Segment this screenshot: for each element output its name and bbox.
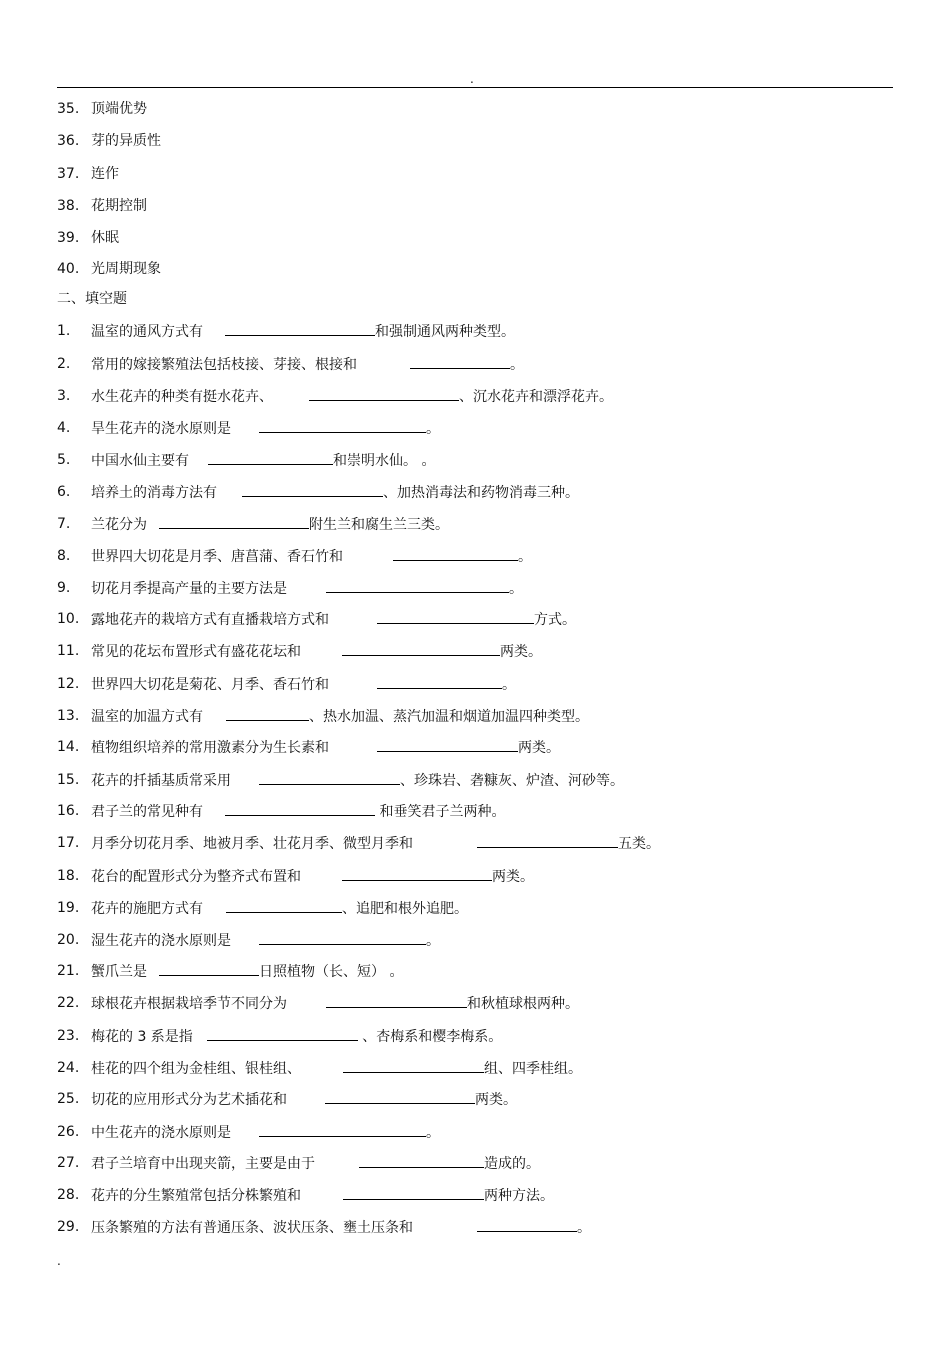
definition-term: 光周期现象 xyxy=(91,261,161,277)
item-number: 4. xyxy=(57,420,71,436)
question-suffix: 、追肥和根外追肥。 xyxy=(342,901,468,917)
question-prefix: 常用的嫁接繁殖法包括枝接、芽接、根接和 xyxy=(91,357,357,373)
question-suffix: 和崇明水仙。 。 xyxy=(333,453,436,469)
question-suffix: 两种方法。 xyxy=(484,1188,554,1204)
question-prefix: 切花的应用形式分为艺术插花和 xyxy=(91,1092,287,1108)
question-text xyxy=(91,801,505,822)
question-prefix: 中生花卉的浇水原则是 xyxy=(91,1125,231,1141)
question-prefix: 水生花卉的种类有挺水花卉、 xyxy=(91,389,273,405)
question-suffix: 五类。 xyxy=(618,836,660,852)
question-suffix: 、热水加温、蒸汽加温和烟道加温四种类型。 xyxy=(309,709,589,725)
question-suffix: 和强制通风两种类型。 xyxy=(375,324,515,340)
answer-blank[interactable] xyxy=(359,1153,484,1168)
item-number: 40. xyxy=(57,261,80,277)
question-prefix: 梅花的 3 系是指 xyxy=(91,1029,193,1045)
item-number: 29. xyxy=(57,1219,80,1235)
question-text xyxy=(91,770,624,791)
question-prefix: 兰花分为 xyxy=(91,517,147,533)
header-mark: . xyxy=(470,72,474,86)
answer-blank[interactable] xyxy=(342,866,492,881)
item-number: 26. xyxy=(57,1124,80,1140)
question-text xyxy=(91,866,534,887)
item-number: 25. xyxy=(57,1091,80,1107)
question-prefix: 切花月季提高产量的主要方法是 xyxy=(91,581,287,597)
question-prefix: 中国水仙主要有 xyxy=(91,453,189,469)
item-number: 20. xyxy=(57,932,80,948)
item-number: 14. xyxy=(57,739,80,755)
question-text xyxy=(91,1217,591,1238)
question-text xyxy=(91,641,542,662)
question-suffix: 。 xyxy=(509,581,523,597)
question-text xyxy=(91,833,660,854)
question-prefix: 球根花卉根据栽培季节不同分为 xyxy=(91,996,287,1012)
question-suffix: 。 xyxy=(426,1125,440,1141)
question-prefix: 花台的配置形式分为整齐式布置和 xyxy=(91,869,301,885)
footer-mark: . xyxy=(57,1254,61,1268)
definition-term: 花期控制 xyxy=(91,198,147,214)
question-text xyxy=(91,930,440,951)
answer-blank[interactable] xyxy=(377,674,502,689)
question-text xyxy=(91,993,579,1014)
answer-blank[interactable] xyxy=(226,898,342,913)
item-number: 13. xyxy=(57,708,80,724)
question-text xyxy=(91,609,576,630)
question-prefix: 常见的花坛布置形式有盛花花坛和 xyxy=(91,644,301,660)
question-text xyxy=(91,578,523,599)
item-number: 23. xyxy=(57,1028,80,1044)
question-text xyxy=(91,321,515,342)
item-number: 5. xyxy=(57,452,71,468)
question-prefix: 世界四大切花是菊花、月季、香石竹和 xyxy=(91,677,329,693)
question-text xyxy=(91,386,613,407)
answer-blank[interactable] xyxy=(225,321,375,336)
item-number: 38. xyxy=(57,198,80,214)
answer-blank[interactable] xyxy=(226,706,309,721)
answer-blank[interactable] xyxy=(342,641,500,656)
answer-blank[interactable] xyxy=(410,354,510,369)
question-suffix: 和秋植球根两种。 xyxy=(467,996,579,1012)
answer-blank[interactable] xyxy=(477,833,618,848)
answer-blank[interactable] xyxy=(326,993,467,1008)
question-text xyxy=(91,546,532,567)
answer-blank[interactable] xyxy=(309,386,459,401)
question-suffix: 、珍珠岩、砻糠灰、炉渣、河砂等。 xyxy=(400,773,624,789)
question-text xyxy=(91,354,524,375)
question-suffix: 方式。 xyxy=(534,612,576,628)
answer-blank[interactable] xyxy=(225,801,375,816)
item-number: 2. xyxy=(57,356,71,372)
question-text xyxy=(91,1185,554,1206)
item-number: 9. xyxy=(57,580,71,596)
question-suffix: 两类。 xyxy=(518,740,560,756)
question-prefix: 温室的加温方式有 xyxy=(91,709,203,725)
item-number: 36. xyxy=(57,133,80,149)
answer-blank[interactable] xyxy=(477,1217,577,1232)
answer-blank[interactable] xyxy=(242,482,383,497)
question-suffix: 造成的。 xyxy=(484,1156,540,1172)
question-suffix: 。 xyxy=(510,357,524,373)
answer-blank[interactable] xyxy=(259,1122,426,1137)
item-number: 15. xyxy=(57,772,80,788)
question-prefix: 月季分切花月季、地被月季、壮花月季、微型月季和 xyxy=(91,836,413,852)
question-prefix: 君子兰培育中出现夹箭，主要是由于 xyxy=(91,1156,315,1172)
section-title: 二、填空题 xyxy=(57,291,127,307)
item-number: 21. xyxy=(57,963,80,979)
question-prefix: 世界四大切花是月季、唐菖蒲、香石竹和 xyxy=(91,549,343,565)
item-number: 19. xyxy=(57,900,80,916)
definition-term: 芽的异质性 xyxy=(91,133,161,149)
item-number: 18. xyxy=(57,868,80,884)
question-suffix: 、杏梅系和樱李梅系。 xyxy=(357,1029,503,1045)
answer-blank[interactable] xyxy=(259,418,426,433)
question-text xyxy=(91,514,449,535)
question-suffix: 。 xyxy=(518,549,532,565)
answer-blank[interactable] xyxy=(377,609,534,624)
question-prefix: 花卉的扦插基质常采用 xyxy=(91,773,231,789)
question-text xyxy=(91,1153,540,1174)
answer-blank[interactable] xyxy=(377,737,518,752)
answer-blank[interactable] xyxy=(393,546,518,561)
question-text xyxy=(91,706,589,727)
definition-term: 顶端优势 xyxy=(91,101,147,117)
question-prefix: 蟹爪兰是 xyxy=(91,964,147,980)
answer-blank[interactable] xyxy=(259,770,400,785)
question-suffix: 两类。 xyxy=(475,1092,517,1108)
question-suffix: 附生兰和腐生兰三类。 xyxy=(309,517,449,533)
item-number: 17. xyxy=(57,835,80,851)
question-text xyxy=(91,450,435,471)
item-number: 11. xyxy=(57,643,80,659)
item-number: 8. xyxy=(57,548,71,564)
question-suffix: 日照植物（长、短） 。 xyxy=(259,964,404,980)
item-number: 3. xyxy=(57,388,71,404)
question-text xyxy=(91,1058,582,1079)
question-text xyxy=(91,898,468,919)
question-prefix: 压条繁殖的方法有普通压条、波状压条、壅土压条和 xyxy=(91,1220,413,1236)
header-rule xyxy=(57,87,893,88)
item-number: 27. xyxy=(57,1155,80,1171)
question-prefix: 花卉的分生繁殖常包括分株繁殖和 xyxy=(91,1188,301,1204)
question-text xyxy=(91,961,403,982)
question-text xyxy=(91,1026,502,1047)
question-prefix: 温室的通风方式有 xyxy=(91,324,203,340)
answer-blank[interactable] xyxy=(159,514,309,529)
definition-term: 连作 xyxy=(91,166,119,182)
item-number: 10. xyxy=(57,611,80,627)
answer-blank[interactable] xyxy=(326,578,509,593)
question-suffix: 组、四季桂组。 xyxy=(484,1061,582,1077)
question-text xyxy=(91,1122,440,1143)
question-prefix: 露地花卉的栽培方式有直播栽培方式和 xyxy=(91,612,329,628)
question-suffix: 、加热消毒法和药物消毒三种。 xyxy=(383,485,579,501)
question-text xyxy=(91,1089,517,1110)
item-number: 12. xyxy=(57,676,80,692)
item-number: 16. xyxy=(57,803,80,819)
question-suffix: 。 xyxy=(426,933,440,949)
answer-blank[interactable] xyxy=(343,1058,484,1073)
question-suffix: 。 xyxy=(426,421,440,437)
item-number: 22. xyxy=(57,995,80,1011)
item-number: 1. xyxy=(57,323,71,339)
item-number: 6. xyxy=(57,484,71,500)
answer-blank[interactable] xyxy=(208,450,333,465)
question-text xyxy=(91,482,579,503)
question-suffix: 两类。 xyxy=(492,869,534,885)
question-text xyxy=(91,674,516,695)
item-number: 7. xyxy=(57,516,71,532)
question-prefix: 培养土的消毒方法有 xyxy=(91,485,217,501)
answer-blank[interactable] xyxy=(259,930,426,945)
definition-term: 休眠 xyxy=(91,230,119,246)
question-prefix: 湿生花卉的浇水原则是 xyxy=(91,933,231,949)
question-suffix: 、沉水花卉和漂浮花卉。 xyxy=(459,389,613,405)
item-number: 37. xyxy=(57,166,80,182)
item-number: 39. xyxy=(57,230,80,246)
answer-blank[interactable] xyxy=(159,961,259,976)
question-prefix: 君子兰的常见种有 xyxy=(91,804,203,820)
question-suffix: 两类。 xyxy=(500,644,542,660)
question-prefix: 花卉的施肥方式有 xyxy=(91,901,203,917)
question-prefix: 旱生花卉的浇水原则是 xyxy=(91,421,231,437)
answer-blank[interactable] xyxy=(207,1026,358,1041)
question-prefix: 桂花的四个组为金桂组、银桂组、 xyxy=(91,1061,301,1077)
answer-blank[interactable] xyxy=(343,1185,484,1200)
item-number: 35. xyxy=(57,101,80,117)
question-prefix: 植物组织培养的常用激素分为生长素和 xyxy=(91,740,329,756)
question-text xyxy=(91,418,440,439)
item-number: 24. xyxy=(57,1060,80,1076)
answer-blank[interactable] xyxy=(325,1089,475,1104)
question-suffix: 。 xyxy=(577,1220,591,1236)
item-number: 28. xyxy=(57,1187,80,1203)
question-suffix: 。 xyxy=(502,677,516,693)
question-text xyxy=(91,737,560,758)
question-suffix: 和垂笑君子兰两种。 xyxy=(375,804,506,820)
